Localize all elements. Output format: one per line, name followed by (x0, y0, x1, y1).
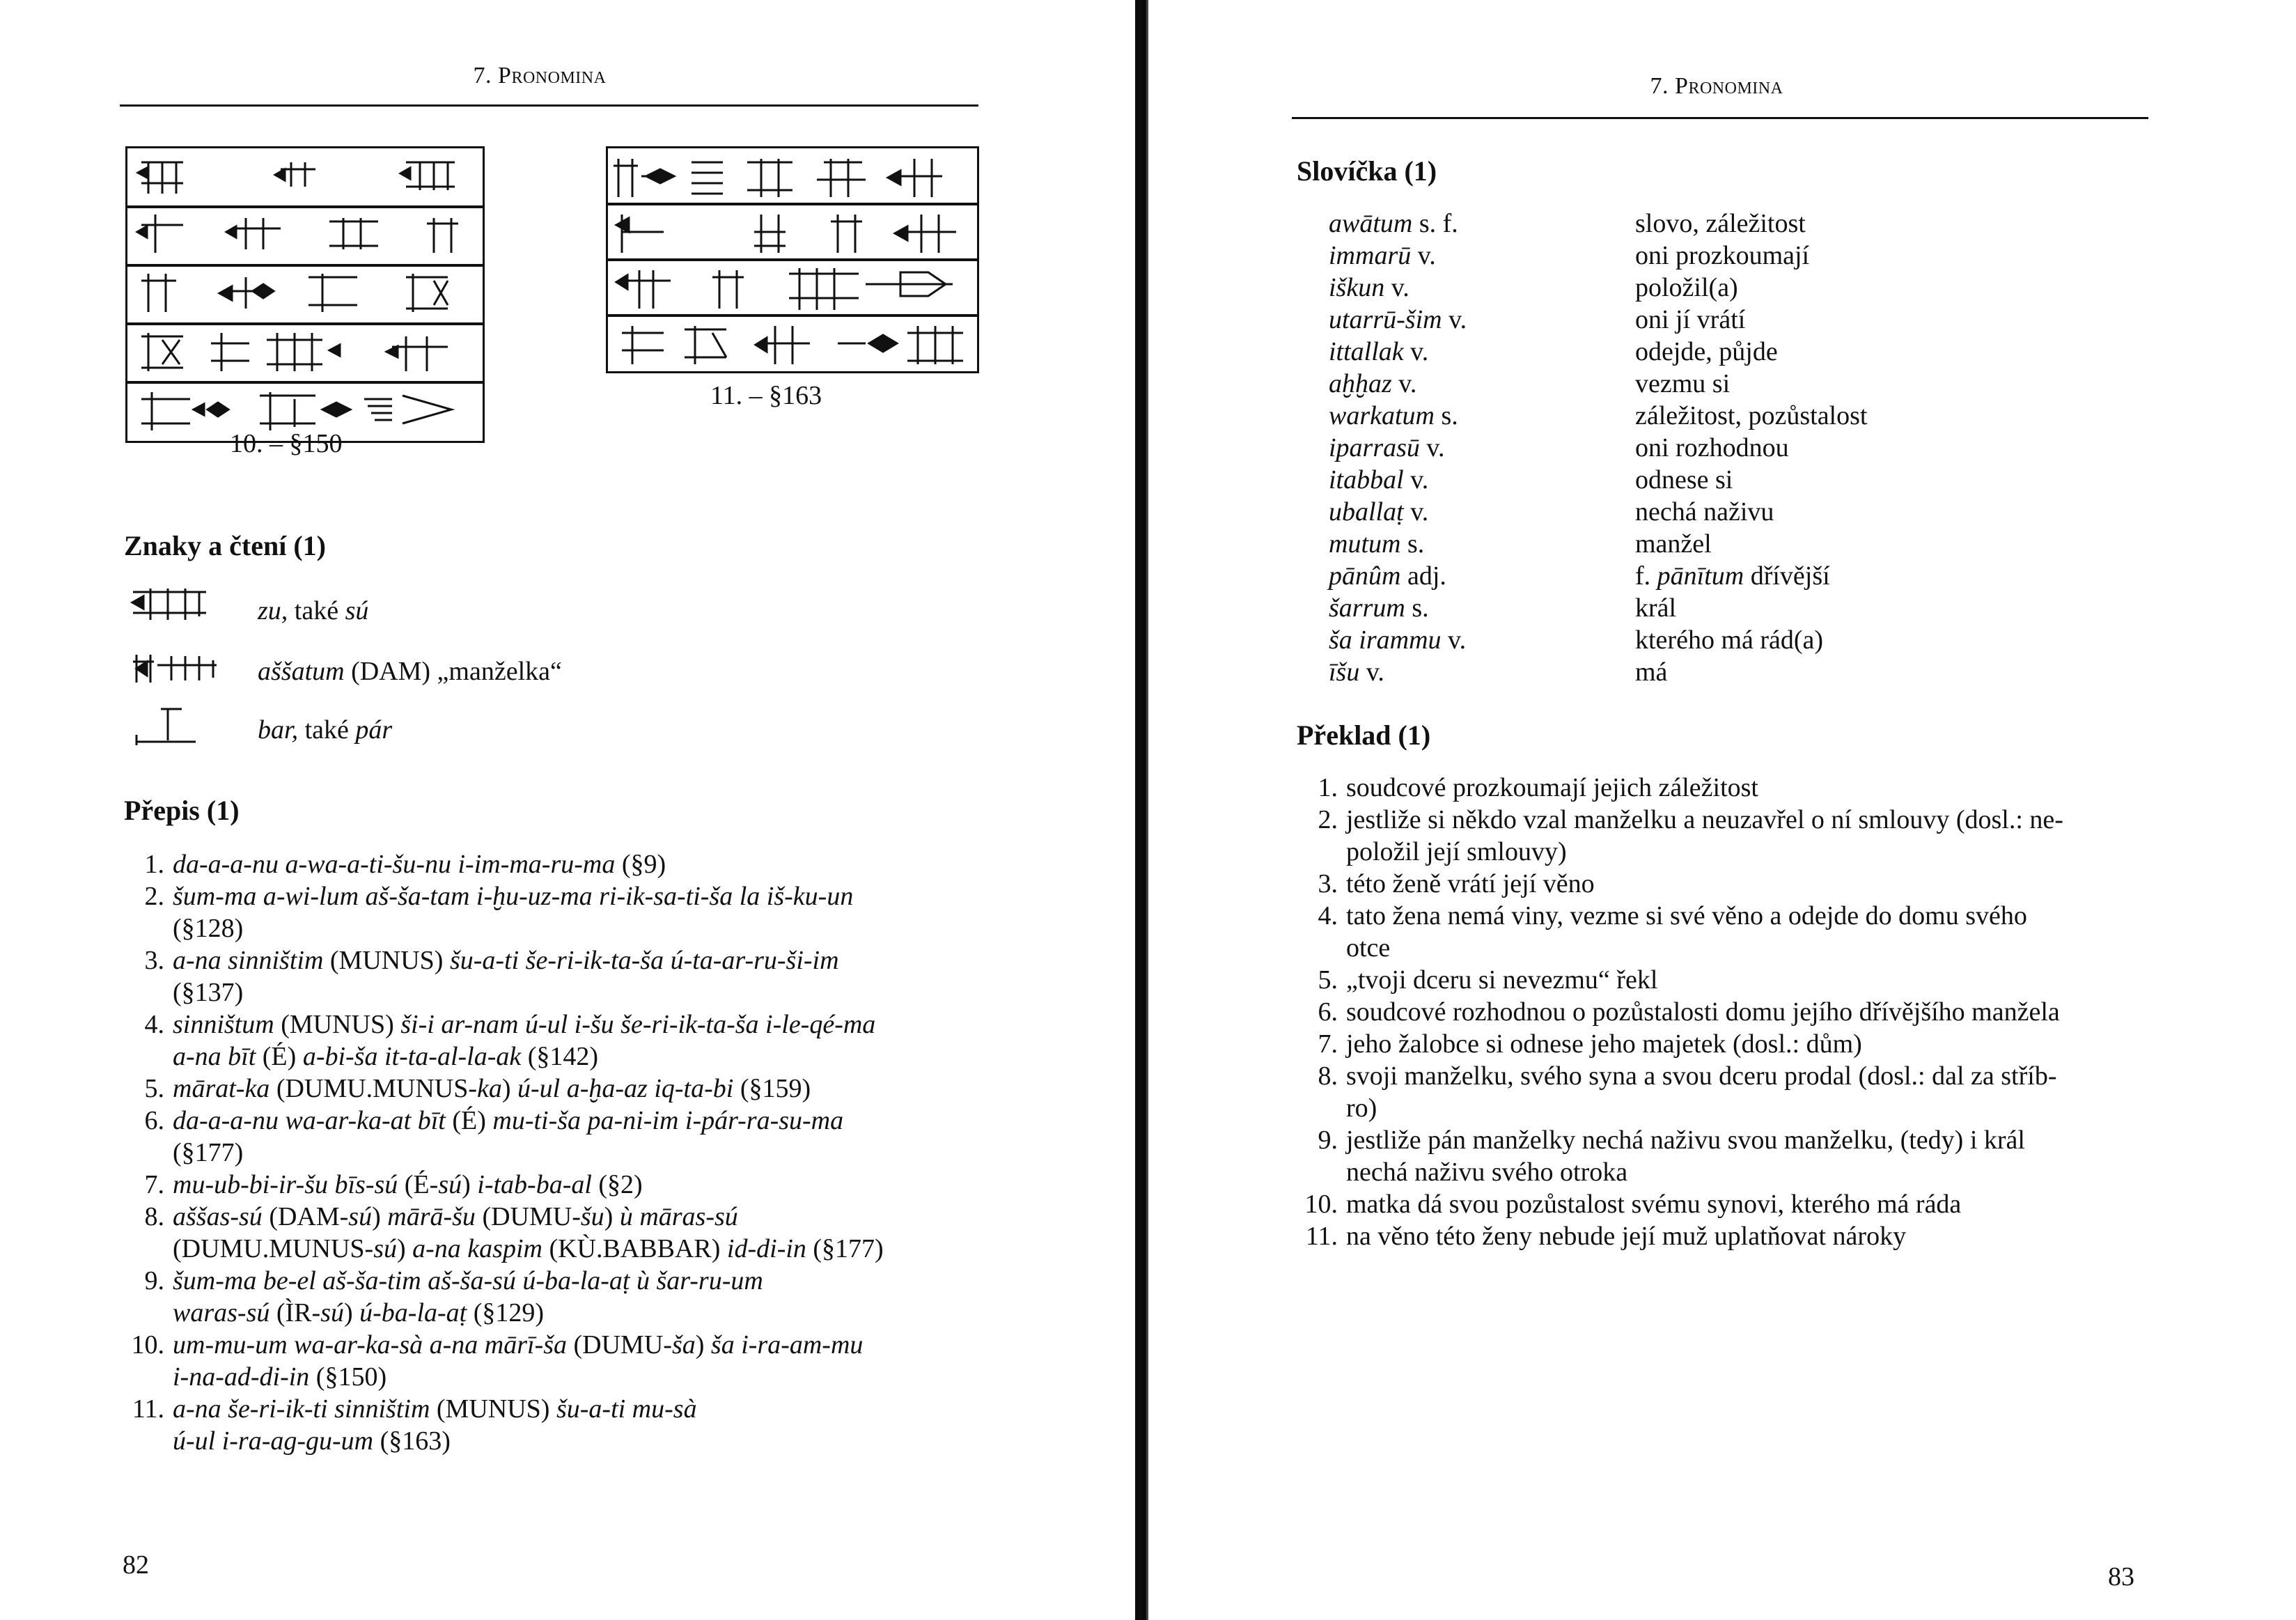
vocab-term: šarrum s. (1329, 593, 1429, 623)
vocab-heading: Slovíčka (1) (1297, 155, 1437, 187)
transcription-number: 3. (144, 946, 164, 975)
vocab-term: itabbal v. (1329, 465, 1429, 494)
transcription-line: i-na-ad-di-in (§150) (173, 1362, 387, 1392)
translation-item (1290, 868, 2154, 900)
vocab-row (1329, 208, 2130, 240)
vocab-row (1329, 592, 2130, 624)
translation-number: 4. (1318, 901, 1338, 930)
transcription-line: sinništum (MUNUS) ši-i ar-nam ú-ul i-šu še-ri-ik-ta-ša i-le-qé-ma (173, 1010, 876, 1039)
transcription-line: mu-ub-bi-ir-šu bīs-sú (É-sú) i-tab-ba-al (§2) (173, 1170, 643, 1199)
vocab-meaning: král (1635, 593, 1677, 623)
vocab-meaning: nechá naživu (1635, 497, 1774, 527)
translation-item (1290, 900, 2154, 964)
vocab-term: ittallak v. (1329, 337, 1429, 366)
transcription-line: (DUMU.MUNUS-sú) a-na kaspim (KÙ.BABBAR) id-di-in (§177) (173, 1234, 884, 1263)
transcription-item (117, 1073, 994, 1105)
vocab-meaning: slovo, záležitost (1635, 209, 1806, 238)
transcription-line: šum-ma be-el aš-ša-tim aš-ša-sú ú-ba-la-aṭ ù šar-ru-um (173, 1266, 763, 1295)
transcription-line: um-mu-um wa-ar-ka-sà a-na mārī-ša (DUMU-ša) ša i-ra-am-mu (173, 1330, 864, 1360)
sign-bar-icon (130, 703, 199, 749)
translation-line: položil její smlouvy) (1346, 837, 1567, 866)
translation-line: otce (1346, 933, 1391, 963)
transcription-number: 1. (144, 850, 164, 879)
vocab-term: pānûm adj. (1329, 561, 1446, 591)
vocab-term: iškun v. (1329, 273, 1409, 302)
translation-item (1290, 1028, 2154, 1060)
transcription-line: a-na še-ri-ik-ti sinništim (MUNUS) šu-a-ti mu-sà (173, 1394, 697, 1424)
transcription-item (117, 944, 994, 1008)
sign-dam-icon (130, 648, 220, 686)
vocab-row (1329, 656, 2130, 688)
transcription-item (117, 1105, 994, 1169)
translation-item (1290, 1124, 2154, 1188)
translation-item (1290, 1188, 2154, 1220)
vocab-meaning: položil(a) (1635, 273, 1738, 302)
translation-line: této ženě vrátí její věno (1346, 869, 1595, 898)
vocab-row (1329, 464, 2130, 496)
transcription-number: 4. (144, 1010, 164, 1039)
transcription-item (117, 1329, 994, 1393)
transcription-line: (§128) (173, 914, 244, 943)
translation-line: nechá naživu svého otroka (1346, 1158, 1628, 1187)
vocab-term: īšu v. (1329, 657, 1384, 687)
vocab-row (1329, 400, 2130, 432)
header-rule-right (1292, 117, 2148, 119)
translation-line: jestliže pán manželky nechá naživu svou manželku, (tedy) i král (1346, 1126, 2025, 1155)
translation-line: soudcové rozhodnou o pozůstalosti domu jejího dřívějšího manžela (1346, 997, 2060, 1027)
transcription-heading: Přepis (1) (124, 795, 240, 826)
translation-item (1290, 1220, 2154, 1252)
transcription-line: mārat-ka (DUMU.MUNUS-ka) ú-ul a-ḫa-az iq-ta-bi (§159) (173, 1074, 811, 1103)
translation-item (1290, 964, 2154, 996)
page-number-right: 83 (2108, 1562, 2134, 1591)
sign-row-bar: bar, také pár (258, 715, 393, 745)
signs-heading: Znaky a čtení (1) (124, 530, 326, 561)
transcription-number: 7. (144, 1170, 164, 1199)
running-head-right: 7. Pronomina (1650, 73, 1783, 99)
translation-line: svoji manželku, svého syna a svou dceru prodal (dosl.: dal za stříb- (1346, 1061, 2057, 1091)
vocab-term: warkatum s. (1329, 401, 1458, 430)
cuneiform-figure-150 (125, 146, 485, 443)
book-spine-edge (1146, 0, 1148, 1620)
page-number-left: 82 (123, 1550, 149, 1580)
vocab-row (1329, 272, 2130, 304)
transcription-number: 5. (144, 1074, 164, 1103)
translation-number: 2. (1318, 805, 1338, 834)
transcription-item (117, 1169, 994, 1201)
translation-line: soudcové prozkoumají jejich záležitost (1346, 773, 1758, 802)
vocab-meaning: kterého má rád(a) (1635, 625, 1824, 655)
transcription-item (117, 1393, 994, 1457)
cuneiform-signs-icon (127, 148, 483, 441)
vocab-meaning: odnese si (1635, 465, 1733, 494)
translation-item (1290, 1060, 2154, 1124)
vocab-term: aḫḫaz v. (1329, 369, 1417, 398)
transcription-line: (§137) (173, 978, 244, 1007)
transcription-number: 10. (131, 1330, 164, 1360)
vocab-meaning: oni jí vrátí (1635, 305, 1746, 334)
translation-number: 6. (1318, 997, 1338, 1027)
vocab-term: awātum s. f. (1329, 209, 1458, 238)
transcription-number: 2. (144, 882, 164, 911)
transcription-item (117, 1201, 994, 1265)
vocab-term: utarrū-šim v. (1329, 305, 1467, 334)
translation-number: 7. (1318, 1029, 1338, 1059)
vocab-term: uballaṭ v. (1329, 497, 1429, 527)
vocab-meaning: manžel (1635, 529, 1712, 559)
transcription-line: aššas-sú (DAM-sú) mārā-šu (DUMU-šu) ù māras-sú (173, 1202, 738, 1231)
vocab-meaning: má (1635, 657, 1668, 687)
cuneiform-figure-163 (606, 146, 979, 373)
transcription-line: (§177) (173, 1138, 244, 1167)
translation-item (1290, 996, 2154, 1028)
transcription-number: 9. (144, 1266, 164, 1295)
vocab-meaning: oni rozhodnou (1635, 433, 1789, 462)
right-page (1149, 0, 2296, 1620)
cuneiform-signs-icon (608, 148, 977, 371)
sign-zu-icon (130, 585, 213, 623)
vocab-term: immarū v. (1329, 241, 1436, 270)
running-head-left: 7. Pronomina (473, 63, 607, 88)
translation-line: matka dá svou pozůstalost svému synovi, kterého má ráda (1346, 1190, 1962, 1219)
vocab-table (1329, 208, 2130, 688)
transcription-line: a-na sinništim (MUNUS) šu-a-ti še-ri-ik-ta-ša ú-ta-ar-ru-ši-im (173, 946, 839, 975)
translation-list (1290, 772, 2154, 1252)
vocab-meaning: odejde, půjde (1635, 337, 1778, 366)
translation-heading: Překlad (1) (1297, 719, 1431, 751)
translation-line: tato žena nemá viny, vezme si své věno a odejde do domu svého (1346, 901, 2027, 930)
sign-row-zu: zu, také sú (258, 596, 369, 625)
vocab-row (1329, 304, 2130, 336)
translation-number: 9. (1318, 1126, 1338, 1155)
vocab-term: iparrasū v. (1329, 433, 1445, 462)
vocab-row (1329, 432, 2130, 464)
transcription-line: waras-sú (ÌR-sú) ú-ba-la-aṭ (§129) (173, 1298, 545, 1327)
vocab-term: ša irammu v. (1329, 625, 1467, 655)
vocab-row (1329, 368, 2130, 400)
translation-number: 1. (1318, 773, 1338, 802)
sign-row-dam: aššatum (DAM) „manželka“ (258, 657, 562, 686)
transcription-line: šum-ma a-wi-lum aš-ša-tam i-ḫu-uz-ma ri-ik-sa-ti-ša la iš-ku-un (173, 882, 854, 911)
transcription-number: 8. (144, 1202, 164, 1231)
figure-caption-150: 10. – §150 (230, 429, 343, 458)
vocab-row (1329, 240, 2130, 272)
vocab-meaning: vezmu si (1635, 369, 1731, 398)
header-rule-left (120, 104, 978, 107)
translation-line: jeho žalobce si odnese jeho majetek (dosl.: dům) (1346, 1029, 1862, 1059)
translation-line: „tvoji dceru si nevezmu“ řekl (1346, 965, 1658, 995)
vocab-meaning: oni prozkoumají (1635, 241, 1810, 270)
translation-line: jestliže si někdo vzal manželku a neuzavřel o ní smlouvy (dosl.: ne- (1346, 805, 2063, 834)
vocab-row (1329, 624, 2130, 656)
translation-item (1290, 804, 2154, 868)
translation-line: ro) (1346, 1093, 1377, 1123)
vocab-meaning: záležitost, pozůstalost (1635, 401, 1868, 430)
vocab-row (1329, 496, 2130, 528)
translation-number: 5. (1318, 965, 1338, 995)
transcription-item (117, 1265, 994, 1329)
transcription-item (117, 880, 994, 944)
translation-item (1290, 772, 2154, 804)
transcription-number: 6. (144, 1106, 164, 1135)
transcription-list (117, 848, 994, 1457)
vocab-row (1329, 560, 2130, 592)
transcription-item (117, 1008, 994, 1073)
transcription-number: 11. (132, 1394, 164, 1424)
figure-caption-163: 11. – §163 (710, 381, 822, 410)
translation-number: 11. (1305, 1222, 1338, 1251)
translation-number: 8. (1318, 1061, 1338, 1091)
transcription-line: da-a-a-nu a-wa-a-ti-šu-nu i-im-ma-ru-ma (§9) (173, 850, 666, 879)
book-spine (1135, 0, 1146, 1620)
left-page (0, 0, 1135, 1620)
vocab-row (1329, 528, 2130, 560)
translation-line: na věno této ženy nebude její muž uplatňovat nároky (1346, 1222, 1907, 1251)
vocab-meaning: f. pānītum dřívější (1635, 561, 1830, 591)
transcription-line: ú-ul i-ra-ag-gu-um (§163) (173, 1426, 451, 1456)
vocab-row (1329, 336, 2130, 368)
translation-number: 3. (1318, 869, 1338, 898)
vocab-term: mutum s. (1329, 529, 1425, 559)
transcription-item (117, 848, 994, 880)
transcription-line: da-a-a-nu wa-ar-ka-at bīt (É) mu-ti-ša pa-ni-im i-pár-ra-su-ma (173, 1106, 844, 1135)
transcription-line: a-na bīt (É) a-bi-ša it-ta-al-la-ak (§142) (173, 1042, 599, 1071)
translation-number: 10. (1304, 1190, 1338, 1219)
